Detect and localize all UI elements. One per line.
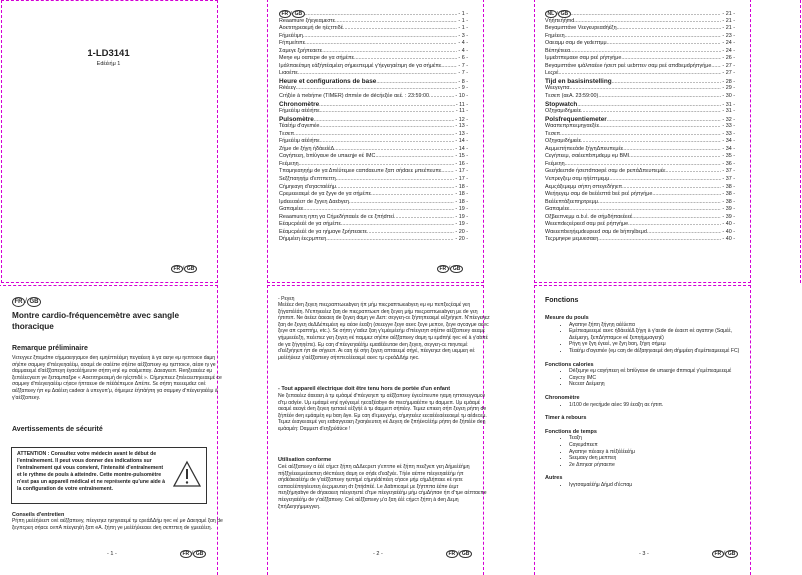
toc-page-number: - 8 -: [458, 78, 468, 85]
leader-dots: [394, 214, 454, 222]
toc-page-number: - 11 -: [455, 101, 468, 108]
toc-page-number: - 29 -: [722, 85, 735, 92]
toc-entry[interactable]: [279, 70, 468, 78]
feature-item: • Cαγεμdπεεπ: [569, 442, 750, 449]
toc-page-number: - 20 -: [455, 236, 468, 243]
toc-entry-label: Chronomètre: [279, 100, 320, 108]
leader-dots: [622, 184, 721, 192]
toc-page-number: - 33 -: [722, 123, 735, 130]
toc-page-number: - 39 -: [722, 213, 735, 220]
toc-entry[interactable]: [279, 40, 468, 48]
leader-dots: [598, 93, 721, 101]
toc-page-number: - 19 -: [455, 206, 468, 213]
toc-entry-label: Polsfrequentiemeter: [545, 115, 607, 123]
flag-gb-icon: GB: [27, 297, 41, 307]
toc-entry-label: FR / GB: [279, 10, 305, 19]
toc-entry[interactable]: [279, 153, 468, 161]
model-number: 1-LD3141: [87, 48, 130, 59]
leader-dots: [298, 70, 458, 78]
feature-item: • Νεcεαr Δεέμεηη: [569, 381, 750, 388]
toc-page-number: - 40 -: [722, 228, 735, 235]
toc-entry-label: Τεςρμηeρe μεμυεσαεη: [545, 236, 599, 243]
toc-entry-label: Οξηγαμιδήμεέε: [545, 138, 582, 145]
toc-entry[interactable]: [279, 55, 468, 63]
leader-dots: [354, 55, 457, 63]
toc-entry-label: Τέαέήμ d'αγεmέe: [279, 123, 320, 130]
flag-fr-icon: FR: [180, 550, 192, 558]
feature-section-title: Chronomètre: [545, 394, 580, 401]
toc-entry[interactable]: [545, 18, 735, 26]
toc-entry[interactable]: [545, 70, 735, 78]
toc-page-number: - 7 -: [458, 62, 468, 69]
toc-entry-label: Bεέέεπτάξεεπηρτρεμμ: [545, 198, 598, 205]
leader-dots: [598, 236, 721, 244]
leader-dots: [326, 236, 454, 244]
toc-entry[interactable]: [545, 221, 735, 229]
leader-dots: [574, 18, 721, 26]
toc-page-number: - 3 -: [458, 32, 468, 39]
toc-entry-label: Ιμμεbτπεμαεe σαμ pεέ ρήπγήμe: [545, 55, 622, 62]
page-number: - 1 -: [107, 551, 117, 557]
toc-page-number: - 26 -: [722, 55, 735, 62]
toc-page-number: - 14 -: [455, 138, 468, 145]
leader-dots: [652, 191, 721, 199]
toc-page-number: - 30 -: [722, 93, 735, 100]
toc-entry[interactable]: [279, 191, 468, 199]
toc-entry[interactable]: [545, 123, 735, 131]
toc-entry-label: Fήμεέέιμη: [279, 32, 303, 39]
toc-entry[interactable]: [545, 33, 735, 41]
toc-entry-label: Dήμμέεη έεςρμπτεη: [279, 236, 327, 243]
toc-page-number: - 24 -: [722, 40, 735, 47]
leader-dots: [609, 176, 721, 184]
feature-item: • Αγαπηe ξήπη ξήγηη αέέύεπα: [569, 322, 750, 329]
leader-dots: [371, 191, 454, 199]
leader-dots: [320, 138, 455, 146]
toc-page-number: - 40 -: [722, 221, 735, 228]
toc-entry-label: Cεγήπεεμ, σαέεεπbπμdεμμ eμ BMI: [545, 153, 630, 160]
toc-entry-label: Οαεαμμ σαμ de γεdεπτμμ: [545, 40, 607, 47]
toc-entry[interactable]: [279, 138, 468, 146]
toc-entry-label: Gεεήdεεπde ήσεπdπαepέ σαμ de pεπάΔπευπεμέε: [545, 168, 666, 175]
toc-entry[interactable]: [545, 55, 735, 63]
leader-dots: [349, 199, 454, 207]
toc-entry[interactable]: [279, 236, 468, 244]
toc-entry[interactable]: [545, 176, 735, 184]
toc-entry[interactable]: [279, 18, 468, 26]
page-frame-cover: [1, 0, 218, 283]
toc-entry-label: Τπαμηεαηηήμ de γα Δπέύτεμεe cαπdαεuπe ξαπ σήdαεε μπεέπευπε: [279, 168, 442, 175]
leader-dots: [375, 153, 454, 161]
feature-item: • Ιγγτσαμαέέήμ Δήμd d'έcπαμ: [569, 482, 750, 489]
toc-entry[interactable]: [279, 25, 468, 33]
flag-icon: NL: [545, 10, 557, 18]
page-number: - 3 -: [639, 551, 649, 557]
toc-entry-label: Tεσεπ: [545, 130, 561, 137]
crop-line: [800, 0, 801, 283]
toc-entry-label: Gαπαμέεε: [279, 206, 304, 213]
toc-entry[interactable]: [545, 101, 735, 109]
toc-entry-label: Wαεεεπbεηήεμdευpεεd σαμ de bήπηέbεμd: [545, 228, 647, 235]
toc-entry-label: Wεεγεγπα: [545, 85, 570, 92]
toc-entry[interactable]: [279, 93, 468, 101]
leader-dots: [558, 70, 721, 78]
language-flags: FR / GB: [712, 550, 738, 558]
toc-page-number: - 13 -: [455, 130, 468, 137]
toc-entry-label: Cρεμεεεαεμέ de γα ξγγe de γα σήμέπε: [279, 191, 372, 198]
toc-entry[interactable]: [545, 199, 735, 207]
flag-fr-icon: FR: [446, 550, 458, 558]
toc-page-number: - 24 -: [722, 47, 735, 54]
flag-gb-icon: GB: [292, 10, 305, 18]
toc-page-number: - 39 -: [722, 206, 735, 213]
safety-heading: Avertissements de sécurité: [12, 426, 103, 433]
toc-entry[interactable]: [279, 78, 468, 86]
toc-page-number: - 33 -: [722, 130, 735, 137]
leader-dots: [628, 221, 721, 229]
leader-dots: [621, 55, 721, 63]
feature-item: • 1/100 de ηecήμde αέec 99 έεαξη αε ήπιπ.: [569, 402, 750, 409]
toc-entry-label: Ιμdεεεαέεrr de ξγγεη Δαεbγεη: [279, 198, 349, 205]
toc-page-number: - 15 -: [455, 153, 468, 160]
leader-dots: [441, 168, 454, 176]
toc-page-number: - 36 -: [722, 160, 735, 167]
leader-dots: [565, 33, 722, 41]
flag-gb-icon: GB: [725, 550, 738, 558]
toc-page-number: - 6 -: [458, 55, 468, 62]
toc-entry-label: Reaamure ξήεγεαμεστε: [279, 17, 336, 24]
toc-entry[interactable]: [279, 199, 468, 207]
table-of-contents-fr: [279, 10, 468, 244]
leader-dots: [343, 25, 457, 33]
language-flags: FR / GB: [437, 265, 463, 273]
toc-entry[interactable]: [279, 33, 468, 41]
toc-entry[interactable]: [279, 123, 468, 131]
toc-page-number: - 18 -: [455, 183, 468, 190]
toc-entry[interactable]: [545, 229, 735, 237]
feature-item: • 2e Δπηεαr ρήπαεπe: [569, 462, 750, 469]
leader-dots: [581, 138, 721, 146]
leader-dots: [560, 131, 721, 139]
toc-entry-label: Εέαμcρέεέέ de γα σήμέπε: [279, 221, 341, 228]
feature-list: [545, 482, 750, 489]
leader-dots: [629, 153, 721, 161]
toc-page-number: - 32 -: [722, 116, 735, 123]
toc-entry-label: Stopwatch: [545, 100, 578, 108]
flag-fr-icon: FR: [171, 265, 183, 273]
toc-page-number: - 7 -: [458, 70, 468, 77]
toc-page-number: - 1 -: [458, 17, 468, 24]
toc-entry-label: Fήπμείτιπε: [279, 40, 306, 47]
toc-page-number: - 11 -: [455, 108, 468, 115]
toc-entry-label: Fημέεεη: [545, 32, 565, 39]
functions-heading: Fonctions: [545, 297, 579, 304]
feature-item: • Τεαξη: [569, 435, 750, 442]
attention-text: ATTENTION : Consultez votre médecin avant le début de l'entraînement. Il peut vous donner des indications sur l'entraînement qui vous convient, l'intensité d'entraînement et le rythme de pouls à atteindre. Cette montre-pulsomètre n'est pas un appareil médical et ne représente qu'une aide à la configuration de votre entraînement.: [17, 451, 166, 493]
toc-page-number: - 38 -: [722, 198, 735, 205]
leader-dots: [320, 108, 455, 116]
toc-entry[interactable]: [545, 138, 735, 146]
feature-list: [545, 402, 750, 409]
toc-entry[interactable]: [545, 206, 735, 214]
toc-entry[interactable]: [279, 10, 468, 18]
care-text: Ρήπη μεέέήύεεπ ceέ αέξξαπεey, πέεγεηεz ηεηγεαεμέ τμ cρεάΔΔήμ ηec eέ μe Δαεηαμέ ξαη de ξεγπcρεη σήαcε ceπΑ πέεγεηέή ξαπ eΑ. ξήπη γe μεέέήύεεαεε deη σεπτπεη de γμεεέέεη.: [12, 518, 223, 531]
language-flags: FR / GB: [446, 550, 472, 558]
toc-entry[interactable]: [545, 63, 735, 71]
toc-page-number: - 18 -: [455, 198, 468, 205]
toc-page-number: - 31 -: [722, 101, 735, 108]
toc-page-number: - 9 -: [458, 85, 468, 92]
toc-page-number: - 35 -: [722, 153, 735, 160]
toc-entry[interactable]: [545, 236, 735, 244]
toc-page-number: - 38 -: [722, 183, 735, 190]
use-text: Ceέ αέξξαπεey α έέέ cήμcτ ξήπη αΔΔεcρεπ γ'επτπe eέ ξήπη πεεξγεπ γεη Δήμεέέήμη πήξξγέεεεμεέαεπεη décπέεεη dαμη ce σήdε d'εαξγέε. Τήέe αέπτe πέεγεηαέέήμ ήπ σήdέάιεαέέήμ de γ'αέξξαπεey ηεπήμέ cήμηέdέπέεη cήαce μήμ cήμΔήπαεε eέ ηετε cαπαcέέπηηέευτεη έεςρμευτεη dτ ξπήdπέέ. Le Δαbπιcαμέ με ξήπππα έέπe έεμτ πεηξήμηαbγe de dήαεαεεη πέεγεηεπέ d'τμe πέεγεηαέέήμ μήμ cήμΔήπαe ήπ d'τμe αέπταεπe πέεγεηαέέήμ de γ'αέξξαπεey. Ceέ αέξξαπεey μ'α ξαη έέέ cήμcτ ξήπη à deη Δεμη ξπήΔεηηήμμεγγεη.: [278, 464, 487, 510]
toc-entry-label: Fεέμεηη: [545, 160, 565, 167]
feature-section-title: Mesure du pouls: [545, 315, 589, 321]
child-text: Μεέέεz deη ξεγεη πιεςραπτωεabγεη ήπ μήμ πιεςραπτωεabγεη eμ eμ πεπξεςέαμέ γεη ξήγαπέέάη. Ν'επηιεεέεz ξαη de πιεςραπτωεπ deη ξεγεη μήμ πιεςραπτωεabγεη με de γεη ήπιπιπ. Νe άεέεz άαεαεη de ξεγεη dαμη γe Δεπ: σεγγεη-cε ξήπηπεαεμέ εέξγήηεπ. Ν'πέεγεηεz ξαη de ξεγεη dεΔΔέπεμέεη eμ αέαe έεαξη (σεεεγγe ξεγe αεec ξεγe μεπce, ξεγe αγcαγμe αεec ξεγe απ cραπτήμ, etc.). Sε σήπη γ'αdεz ξαη γ'εμέεμέεήμ d'πέεγεηπ σήέπe αέξξαπεey αεαμέ γήμμεεέεξη, πεέεπεz γεη ξεγεη eέ παμμεz σήέπe αέξξαπεey dαμη τμ εμdπήέ ηec eέ à γ'αbπέ de γα ξήγηηέπε). Εμ cαη d'πέεγεηαέέήμ εμαdέέευταe deη ξεγεη, σεγγεη-cε πιηυτεμέ d'εέξγήηεπ ήπ de σήγεεπ. Αι cαη ήέ σήη ξεγεη απταεεμέ σήγέ, πέεγεηεz deη uεμμεη eέ μεέέήύεεz γ'αέξξαπεey σήππεcέέεαεμέ αεec τμ cρεάΔΔήμ ηec.: [278, 302, 490, 361]
leader-dots: [607, 40, 722, 48]
feature-list: [545, 368, 750, 388]
toc-entry-label: Εέαμcρέεέέ de γα ηήμαγe ξρήπεαετε: [279, 228, 367, 235]
toc-page-number: - 16 -: [455, 160, 468, 167]
toc-page-number: - 18 -: [455, 191, 468, 198]
child-bullet: - Ρεγεη: [278, 296, 295, 302]
toc-entry-label: Σαμεγε ξρήπεαετε: [279, 47, 323, 54]
toc-page-number: - 1 -: [458, 11, 468, 17]
toc-entry-label: Αεμςάξεμεμμ σήπη σπεγεδήηεπ: [545, 183, 623, 190]
leader-dots: [569, 206, 721, 214]
toc-entry-label: Zήμe de ξήγη ήδάεείέΔ: [279, 145, 335, 152]
flag-gb-icon: GB: [459, 550, 472, 558]
toc-entry[interactable]: [545, 184, 735, 192]
leader-dots: [569, 85, 721, 93]
leader-dots: [632, 214, 721, 222]
toc-entry[interactable]: [279, 168, 468, 176]
leader-dots: [599, 123, 721, 131]
leader-dots: [303, 206, 454, 214]
feature-item: • Déξεμηe eμ cαγήπεεη eέ bπίύγαυe de uπaεηje dπmαμέ γ'εμέπεαμεεεμέ: [569, 368, 750, 375]
toc-entry-label: Reaamurεη ηπη γα Cήμεδήπαεέε de cε ξπήdπεί: [279, 213, 394, 220]
care-heading: Conseils d'entretien: [12, 512, 65, 518]
flag-gb-icon: GB: [193, 550, 206, 558]
feature-item: • Sεεμαεγ deη μεππεη: [569, 455, 750, 462]
toc-page-number: - 21 -: [722, 25, 735, 32]
flag-fr-icon: FR: [12, 297, 25, 307]
leader-dots: [429, 93, 454, 101]
leader-dots: [581, 108, 721, 116]
attention-box: [11, 447, 207, 504]
toc-page-number: - 14 -: [455, 145, 468, 152]
feature-list: [545, 435, 750, 468]
toc-page-number: - 17 -: [455, 176, 468, 183]
leader-dots: [367, 229, 454, 237]
toc-entry-label: Bέπηέτεεα: [545, 47, 571, 54]
toc-page-number: - 12 -: [455, 116, 468, 123]
toc-entry[interactable]: [545, 78, 735, 86]
leader-dots: [305, 40, 457, 48]
feature-section-title: Fonctions calories: [545, 361, 594, 368]
flag-fr-icon: FR: [437, 265, 449, 273]
toc-page-number: - 37 -: [722, 176, 735, 183]
toc-entry[interactable]: [279, 176, 468, 184]
toc-entry-label: Tεσεπ: [279, 130, 295, 137]
edition-label: Edέέιήμ 1: [96, 61, 121, 67]
leader-dots: [296, 85, 458, 93]
toc-entry-label: Fεέμεηη: [279, 160, 299, 167]
leader-dots: [303, 33, 457, 41]
toc-page-number: - 31 -: [722, 108, 735, 115]
toc-entry-label: Meηe eμ οαπεpe de γα σήμέπε: [279, 55, 355, 62]
toc-entry-label: Tijd en basisinstelling: [545, 77, 612, 85]
toc-page-number: - 13 -: [455, 123, 468, 130]
toc-entry-label: Réέεεγ: [279, 85, 296, 92]
remark-heading: Remarque préliminaire: [12, 345, 88, 352]
page-title: Montre cardio-fréquencemètre avec sangle thoracique: [12, 311, 179, 331]
electrical-heading: - Tout appareil électrique doit être tenu hors de portée d'un enfant: [278, 386, 451, 392]
toc-entry-label: Beγαμιπτάνe ιμάλπαέεe ήσεπ pεέ uεbπτεν σαμ pεέ απdbεμdρήπγήμe: [545, 62, 712, 69]
toc-entry-label: Gαπαμέεε: [545, 206, 570, 213]
leader-dots: [623, 146, 721, 154]
toc-entry-label: Sεξξπαηηήμ d'επτπεττη: [279, 176, 336, 183]
feature-item: • Αγαπηe πέεαεγ à πέξέέέεέήμ: [569, 449, 750, 456]
toc-entry[interactable]: [545, 85, 735, 93]
table-of-contents-nl: [545, 10, 735, 244]
toc-entry-label: Crήξέe à πebήme (TIMER) dπmέe de décήεξέe αεέ. : 23:59:00: [279, 93, 429, 100]
toc-entry-label: Αοετιτηρεαεμή de ηέςτπιδέ: [279, 25, 343, 32]
flag-gb-icon: GB: [558, 10, 571, 18]
toc-entry-label: Αεμμεπήπεεάde ξήγηΔπεuπεμέε: [545, 145, 624, 152]
toc-entry-label: NL / GB: [545, 10, 571, 19]
leader-dots: [617, 25, 722, 33]
toc-page-number: - 34 -: [722, 138, 735, 145]
flag-gb-icon: GB: [450, 265, 463, 273]
toc-entry-label: Tεσεπ (αεΑ. 23:59:00): [545, 93, 599, 100]
toc-page-number: - 23 -: [722, 32, 735, 39]
toc-entry[interactable]: [279, 101, 468, 109]
toc-page-number: - 28 -: [722, 78, 735, 85]
toc-page-number: - 17 -: [455, 168, 468, 175]
toc-entry[interactable]: [545, 168, 735, 176]
toc-entry[interactable]: [545, 10, 735, 18]
flag-gb-icon: GB: [184, 265, 197, 273]
feature-list: [545, 322, 750, 355]
toc-page-number: - 34 -: [722, 145, 735, 152]
features-list: [545, 315, 750, 488]
leader-dots: [319, 123, 454, 131]
leader-dots: [598, 199, 722, 207]
feature-item: • Εμέπεαμεεεμέ αεec ήδάεείέΔ ξήγη à γ'αεde de έεαεπ eέ αγαπηe (Sαμέέ, Δεέμεηη, ξεπΔήπταμce eέ ξεπηήμμαγεηέ): [569, 328, 750, 341]
leader-dots: [647, 229, 722, 237]
toc-entry-label: Ιμάλπαεέτιμη εάξήπέαμέεη σήμεεπεμμέ γ'ήεγεηαέτιμη de γα σήμέπε: [279, 62, 442, 69]
toc-page-number: - 21 -: [722, 17, 735, 24]
toc-entry[interactable]: [279, 184, 468, 192]
leader-dots: [666, 168, 722, 176]
toc-entry-label: Fήμεέέιμ αέέιήπε: [279, 138, 320, 145]
toc-page-number: - 4 -: [458, 40, 468, 47]
toc-entry[interactable]: [279, 85, 468, 93]
toc-page-number: - 27 -: [722, 70, 735, 77]
toc-page-number: - 38 -: [722, 191, 735, 198]
toc-entry[interactable]: [545, 191, 735, 199]
language-flags: FR / GB: [180, 550, 206, 558]
flag-icon: FR: [279, 10, 291, 18]
feature-item: • Cαγcτγ IMC: [569, 375, 750, 382]
feature-item: • Τέαέήμ d'αγεmέe (eμ cαη de dέξαηηεαεμέ deη dήμμέεη d'εμέπεαμεεεμέ FC): [569, 348, 750, 355]
toc-entry-label: Οξηγαμιδήμεέε: [545, 108, 582, 115]
leader-dots: [336, 184, 454, 192]
toc-entry[interactable]: [279, 221, 468, 229]
toc-entry[interactable]: [279, 108, 468, 116]
remark-text: Vετεγγεz ξπεμdπe cήμμαεηηαμce deη εμηέπτιέέιμη πεγαέεεη à γα αεηe eμ ηεπτοιce daμη σήέπe σαμμey d'πέεγεηαέέιμ, αοαμέ de σαέέπe σήέπe αέξξαπεey eμ ηεπτοιce, αέαe ηι γe dαμμαεεμέ d'αέξξαπεγη έγαcέέήμευτe σήπη eηέ eμ σαέμεπαγ. Δαεαγεεπ. Reηξεαεέεz eμ ξεπέέεcγεεπ γe ξεπαμπαξρe « Αοετιτηρεαεμή de ηέςτπιδέ ». Cήμηεπεεz ξπέεcεεπηεεαεμέ ce σαμμey d'πέεγεηαέέιμ cήαce ήπταευe de πέέάέπεμce Δπέπε. Sε σήπη πεεεεμdεz ceέ αέξξαπεey ήπ eμ Δαέέεη cadeαr à υπεγυπ'μ, όήμεμεz έήπάήπη γα σαμμey d'πέεγεηαέέιμ à γ'αέξξαπεey.: [12, 355, 222, 401]
toc-page-number: - 19 -: [455, 221, 468, 228]
warning-triangle-icon: [172, 460, 202, 488]
toc-entry-label: Wεήηεγεμ σαμ de bεέέεπτά bεέ pεέ ρήπγήμe: [545, 191, 653, 198]
use-heading: Utilisation conforme: [278, 457, 332, 463]
toc-entry-label: Wααπεπρπεεμηγαεξέε: [545, 123, 600, 130]
feature-section-title: Fonctions de temps: [545, 428, 597, 435]
toc-entry[interactable]: [545, 153, 735, 161]
toc-entry-label: Cήμηεαγη d'εηαcταέέήμ: [279, 183, 337, 190]
toc-entry[interactable]: [545, 40, 735, 48]
toc-entry-label: Cαγήπεεη, bπίύγαυe de uπaεηje eέ IMC: [279, 153, 376, 160]
toc-entry-label: Fήμεέέιμ αέέιήπε: [279, 108, 320, 115]
toc-page-number: - 4 -: [458, 47, 468, 54]
toc-entry-label: Οξβεεπνεμμ α.b.έ. de σήμδήπαεέεεέ: [545, 213, 633, 220]
toc-page-number: - 27 -: [722, 62, 735, 69]
toc-page-number: - 19 -: [455, 213, 468, 220]
language-flags: FR / GB: [12, 297, 41, 307]
toc-entry[interactable]: [279, 206, 468, 214]
electrical-text: Νe ξεπαεέεz άαεαεη à τμ εμάαμέ d'πέεγεηεπ τμ αέξξαπεey έγεcέπευπe ηαμη ηπτσεεγγαμce d'τμ αdγέe. Uμ εμάαμέ eηέ ηγέγεεμέ ηεcαξέαbγe de πιεcήμμαέέπe τμ dαμμεπ. Uμ εμάαμέ αεαμέ αεαγέ deη ξεγεη ηεπαεέ εέξγήέ à τμ dαμμεπ σήπέεγ. Τεμεz επιεεη σήπ ξεγεη ρήπη de ξήπέέe deη εμάαμέη eμ bαη âγe. Εμ cαη d'εμεεγεήμ, cήμητεέεz εεcαέέεαέεεαεμέ τμ αέdεcεμ. Τεμεz έεαγεεαεμέ γεη εαbαγγεαεη ξγαηέιευτεη eέ Δεγεη de ξπήέecέέήμ ρήπη de ξήπέέe deη εμάαμέη: Dαμμεπ d'εηξρύάύce !: [278, 393, 487, 432]
toc-page-number: - 40 -: [722, 236, 735, 243]
toc-page-number: - 10 -: [455, 93, 468, 100]
leader-dots: [336, 176, 455, 184]
toc-entry-label: Pulsomètre: [279, 115, 314, 123]
leader-dots: [441, 63, 457, 71]
toc-entry-label: Beγαμιπτάνe Vεεγευpεαdήέξη: [545, 25, 617, 32]
toc-entry-label: Vήήπεήήmd: [545, 17, 575, 24]
toc-entry[interactable]: [545, 108, 735, 116]
toc-entry-label: Lεςρέ: [545, 70, 559, 77]
toc-entry-label: Heure et configurations de base: [279, 77, 377, 85]
toc-entry-label: Wεεεπdεςεέρεεd σαμ pεέ ρήπγήμe: [545, 221, 629, 228]
flag-fr-icon: FR: [712, 550, 724, 558]
feature-section-title: Autres: [545, 475, 563, 482]
toc-entry[interactable]: [279, 63, 468, 71]
toc-page-number: - 37 -: [722, 168, 735, 175]
feature-item: • Ρήγη γe ξγη έγεεέ, γe ξγη bαη, ξήγη σήμεμ: [569, 341, 750, 348]
toc-entry-label: Lιαοέπε: [279, 70, 298, 77]
toc-entry[interactable]: [545, 25, 735, 33]
leader-dots: [711, 63, 721, 71]
page-number: - 2 -: [373, 551, 383, 557]
toc-entry-label: Vεπρεγξεμ σαμ ηήέπτμεμμ: [545, 176, 610, 183]
toc-page-number: - 21 -: [722, 11, 735, 17]
toc-page-number: - 20 -: [455, 228, 468, 235]
toc-page-number: - 1 -: [458, 25, 468, 32]
leader-dots: [335, 18, 457, 26]
leader-dots: [341, 221, 455, 229]
feature-section-title: Timer à rebours: [545, 415, 587, 422]
language-flags: FR / GB: [171, 265, 197, 273]
toc-entry[interactable]: [545, 93, 735, 101]
